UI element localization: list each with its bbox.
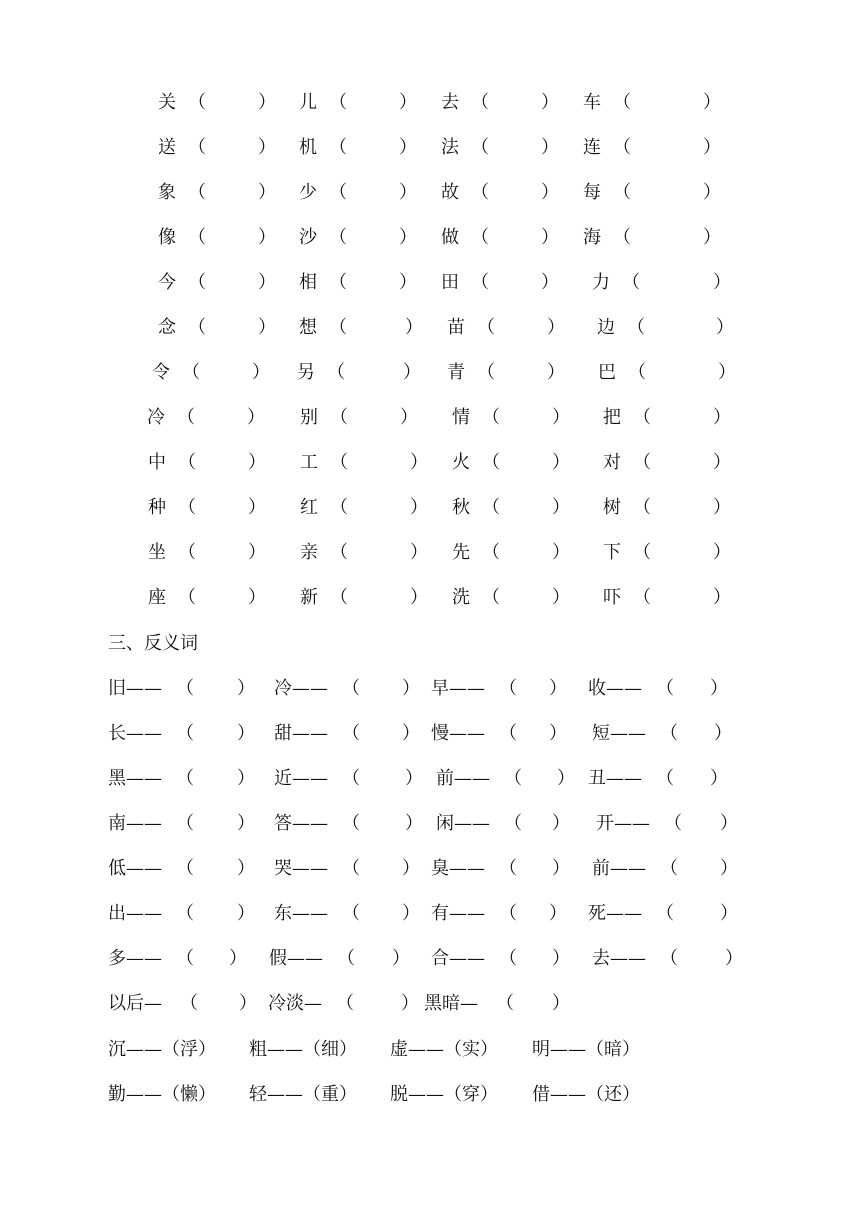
answer-blank-close[interactable]: ） (552, 813, 570, 834)
answer-blank-open[interactable]: （ (471, 137, 489, 158)
word-char: 火 (452, 452, 470, 473)
antonym-pair: 粗——（细） (249, 1039, 357, 1060)
answer-blank-open[interactable]: （ (477, 362, 495, 383)
answer-blank-close[interactable]: ） (403, 362, 421, 383)
word-char: 另 (297, 362, 315, 383)
answer-blank-open[interactable]: （ (656, 678, 674, 699)
answer-blank-close[interactable]: ） (541, 182, 559, 203)
answer-blank-close[interactable]: ） (703, 137, 721, 158)
word-char: 工 (300, 452, 318, 473)
answer-blank-close[interactable]: ） (248, 587, 266, 608)
answer-blank-open[interactable]: （ (471, 272, 489, 293)
antonym-word: 答—— (274, 813, 328, 834)
answer-blank-close[interactable]: ） (258, 317, 276, 338)
answer-blank-close[interactable]: ） (229, 948, 247, 969)
answer-blank-close[interactable]: ） (552, 858, 570, 879)
antonym-word: 甜—— (274, 723, 328, 744)
answer-blank-open[interactable]: （ (330, 542, 348, 563)
answer-blank-close[interactable]: ） (399, 182, 417, 203)
answer-blank-close[interactable]: ） (713, 452, 731, 473)
answer-blank-open[interactable]: （ (504, 813, 522, 834)
answer-blank-close[interactable]: ） (237, 903, 255, 924)
answer-blank-open[interactable]: （ (628, 362, 646, 383)
answer-blank-open[interactable]: （ (188, 182, 206, 203)
antonym-word: 早—— (431, 678, 485, 699)
answer-blank-open[interactable]: （ (176, 768, 194, 789)
answer-blank-open[interactable]: （ (330, 587, 348, 608)
answer-blank-close[interactable]: ） (258, 137, 276, 158)
answer-blank-close[interactable]: ） (541, 227, 559, 248)
word-char: 连 (583, 137, 601, 158)
answer-blank-open[interactable]: （ (633, 542, 651, 563)
answer-blank-close[interactable]: ） (237, 678, 255, 699)
word-char: 把 (603, 407, 621, 428)
answer-blank-open[interactable]: （ (330, 452, 348, 473)
antonym-word: 丑—— (588, 768, 642, 789)
answer-blank-close[interactable]: ） (399, 92, 417, 113)
word-char: 去 (441, 92, 459, 113)
answer-blank-close[interactable]: ） (258, 92, 276, 113)
answer-blank-open[interactable]: （ (477, 317, 495, 338)
antonym-word: 旧—— (108, 678, 162, 699)
answer-blank-open[interactable]: （ (178, 497, 196, 518)
answer-blank-open[interactable]: （ (633, 587, 651, 608)
answer-blank-open[interactable]: （ (342, 678, 360, 699)
answer-blank-close[interactable]: ） (402, 858, 420, 879)
antonym-word: 东—— (274, 903, 328, 924)
answer-blank-open[interactable]: （ (176, 813, 194, 834)
word-char: 红 (300, 497, 318, 518)
answer-blank-close[interactable]: ） (552, 993, 570, 1014)
answer-blank-close[interactable]: ） (410, 542, 428, 563)
answer-blank-open[interactable]: （ (188, 272, 206, 293)
answer-blank-close[interactable]: ） (399, 227, 417, 248)
antonym-word: 多—— (108, 948, 162, 969)
answer-blank-open[interactable]: （ (482, 407, 500, 428)
antonym-pair: 借——（还） (532, 1084, 640, 1105)
answer-blank-close[interactable]: ） (402, 903, 420, 924)
answer-blank-open[interactable]: （ (176, 723, 194, 744)
word-char: 巴 (598, 362, 616, 383)
answer-blank-open[interactable]: （ (660, 723, 678, 744)
answer-blank-open[interactable]: （ (188, 137, 206, 158)
word-char: 海 (583, 227, 601, 248)
word-char: 下 (603, 542, 621, 563)
answer-blank-close[interactable]: ） (410, 587, 428, 608)
word-char: 树 (603, 497, 621, 518)
antonym-word: 出—— (108, 903, 162, 924)
answer-blank-close[interactable]: ） (410, 452, 428, 473)
antonym-pair: 脱——（穿） (390, 1084, 498, 1105)
antonym-word: 前—— (592, 858, 646, 879)
antonym-word: 低—— (108, 858, 162, 879)
answer-blank-close[interactable]: ） (703, 92, 721, 113)
antonym-word: 死—— (588, 903, 642, 924)
answer-blank-close[interactable]: ） (248, 542, 266, 563)
word-char: 今 (158, 272, 176, 293)
answer-blank-close[interactable]: ） (713, 272, 731, 293)
antonym-word: 黑—— (108, 768, 162, 789)
answer-blank-open[interactable]: （ (337, 948, 355, 969)
answer-blank-open[interactable]: （ (499, 858, 517, 879)
word-char: 法 (441, 137, 459, 158)
answer-blank-open[interactable]: （ (180, 993, 198, 1014)
answer-blank-open[interactable]: （ (329, 272, 347, 293)
answer-blank-close[interactable]: ） (405, 813, 423, 834)
answer-blank-open[interactable]: （ (342, 903, 360, 924)
answer-blank-open[interactable]: （ (342, 813, 360, 834)
answer-blank-open[interactable]: （ (327, 362, 345, 383)
answer-blank-open[interactable]: （ (471, 92, 489, 113)
answer-blank-open[interactable]: （ (188, 92, 206, 113)
word-char: 别 (300, 407, 318, 428)
word-char: 令 (152, 362, 170, 383)
answer-blank-close[interactable]: ） (392, 948, 410, 969)
answer-blank-close[interactable]: ） (247, 407, 265, 428)
answer-blank-open[interactable]: （ (664, 813, 682, 834)
answer-blank-open[interactable]: （ (656, 768, 674, 789)
word-char: 青 (447, 362, 465, 383)
word-char: 车 (583, 92, 601, 113)
answer-blank-close[interactable]: ） (399, 272, 417, 293)
answer-blank-close[interactable]: ） (557, 768, 575, 789)
antonym-pair: 虚——（实） (390, 1039, 498, 1060)
answer-blank-open[interactable]: （ (499, 723, 517, 744)
antonym-word: 以后— (108, 993, 162, 1014)
antonym-word: 哭—— (274, 858, 328, 879)
word-char: 新 (300, 587, 318, 608)
answer-blank-close[interactable]: ） (258, 227, 276, 248)
answer-blank-open[interactable]: （ (471, 182, 489, 203)
word-char: 像 (158, 227, 176, 248)
answer-blank-open[interactable]: （ (656, 903, 674, 924)
answer-blank-close[interactable]: ） (716, 317, 734, 338)
antonym-pair: 勤——（懒） (108, 1084, 216, 1105)
antonym-word: 合—— (431, 948, 485, 969)
antonym-word: 冷—— (274, 678, 328, 699)
answer-blank-open[interactable]: （ (176, 903, 194, 924)
answer-blank-open[interactable]: （ (499, 948, 517, 969)
answer-blank-close[interactable]: ） (402, 678, 420, 699)
answer-blank-open[interactable]: （ (330, 407, 348, 428)
answer-blank-open[interactable]: （ (633, 407, 651, 428)
antonym-word: 去—— (592, 948, 646, 969)
answer-blank-close[interactable]: ） (552, 587, 570, 608)
word-char: 儿 (299, 92, 317, 113)
answer-blank-close[interactable]: ） (258, 272, 276, 293)
answer-blank-open[interactable]: （ (633, 497, 651, 518)
answer-blank-close[interactable]: ） (703, 227, 721, 248)
answer-blank-open[interactable]: （ (336, 993, 354, 1014)
answer-blank-close[interactable]: ） (725, 948, 743, 969)
word-char: 座 (148, 587, 166, 608)
word-char: 少 (299, 182, 317, 203)
answer-blank-close[interactable]: ） (549, 903, 567, 924)
antonym-word: 开—— (596, 813, 650, 834)
answer-blank-close[interactable]: ） (547, 317, 565, 338)
answer-blank-close[interactable]: ） (713, 542, 731, 563)
answer-blank-open[interactable]: （ (499, 903, 517, 924)
answer-blank-open[interactable]: （ (496, 993, 514, 1014)
answer-blank-open[interactable]: （ (471, 227, 489, 248)
answer-blank-open[interactable]: （ (182, 362, 200, 383)
antonym-word: 慢—— (431, 723, 485, 744)
answer-blank-close[interactable]: ） (399, 137, 417, 158)
word-char: 边 (597, 317, 615, 338)
answer-blank-close[interactable]: ） (237, 813, 255, 834)
answer-blank-close[interactable]: ） (552, 542, 570, 563)
word-char: 中 (148, 452, 166, 473)
answer-blank-open[interactable]: （ (482, 587, 500, 608)
answer-blank-close[interactable]: ） (401, 993, 419, 1014)
answer-blank-close[interactable]: ） (552, 452, 570, 473)
antonym-word: 前—— (436, 768, 490, 789)
answer-blank-open[interactable]: （ (329, 92, 347, 113)
answer-blank-open[interactable]: （ (613, 182, 631, 203)
answer-blank-open[interactable]: （ (178, 452, 196, 473)
answer-blank-close[interactable]: ） (720, 858, 738, 879)
answer-blank-open[interactable]: （ (482, 497, 500, 518)
answer-blank-close[interactable]: ） (552, 948, 570, 969)
word-char: 洗 (452, 587, 470, 608)
antonym-word: 臭—— (431, 858, 485, 879)
section-title: 三、反义词 (108, 633, 198, 654)
answer-blank-open[interactable]: （ (499, 678, 517, 699)
antonym-pair: 沉——（浮） (108, 1039, 216, 1060)
answer-blank-open[interactable]: （ (176, 858, 194, 879)
answer-blank-close[interactable]: ） (402, 723, 420, 744)
answer-blank-close[interactable]: ） (252, 362, 270, 383)
antonym-pair: 明——（暗） (532, 1039, 640, 1060)
answer-blank-close[interactable]: ） (703, 182, 721, 203)
answer-blank-open[interactable]: （ (482, 542, 500, 563)
answer-blank-close[interactable]: ） (718, 362, 736, 383)
answer-blank-close[interactable]: ） (552, 407, 570, 428)
word-char: 机 (299, 137, 317, 158)
answer-blank-close[interactable]: ） (549, 678, 567, 699)
antonym-word: 假—— (269, 948, 323, 969)
answer-blank-open[interactable]: （ (342, 768, 360, 789)
antonym-word: 收—— (588, 678, 642, 699)
antonym-word: 近—— (274, 768, 328, 789)
answer-blank-close[interactable]: ） (713, 497, 731, 518)
word-char: 做 (441, 227, 459, 248)
word-char: 秋 (452, 497, 470, 518)
answer-blank-close[interactable]: ） (405, 768, 423, 789)
answer-blank-open[interactable]: （ (613, 137, 631, 158)
answer-blank-close[interactable]: ） (258, 182, 276, 203)
answer-blank-close[interactable]: ） (710, 768, 728, 789)
answer-blank-close[interactable]: ） (237, 768, 255, 789)
answer-blank-close[interactable]: ） (405, 317, 423, 338)
answer-blank-open[interactable]: （ (482, 452, 500, 473)
word-char: 沙 (299, 227, 317, 248)
answer-blank-open[interactable]: （ (176, 678, 194, 699)
word-char: 田 (441, 272, 459, 293)
answer-blank-close[interactable]: ） (720, 813, 738, 834)
word-char: 先 (452, 542, 470, 563)
answer-blank-open[interactable]: （ (660, 858, 678, 879)
word-char: 坐 (148, 542, 166, 563)
antonym-word: 长—— (108, 723, 162, 744)
answer-blank-open[interactable]: （ (342, 858, 360, 879)
answer-blank-close[interactable]: ） (720, 903, 738, 924)
antonym-word: 有—— (431, 903, 485, 924)
answer-blank-close[interactable]: ） (248, 452, 266, 473)
answer-blank-open[interactable]: （ (178, 587, 196, 608)
word-char: 关 (158, 92, 176, 113)
answer-blank-open[interactable]: （ (504, 768, 522, 789)
answer-blank-open[interactable]: （ (329, 227, 347, 248)
word-char: 想 (299, 317, 317, 338)
answer-blank-open[interactable]: （ (613, 92, 631, 113)
word-char: 象 (158, 182, 176, 203)
answer-blank-close[interactable]: ） (239, 993, 257, 1014)
answer-blank-open[interactable]: （ (613, 227, 631, 248)
answer-blank-open[interactable]: （ (178, 542, 196, 563)
answer-blank-open[interactable]: （ (342, 723, 360, 744)
answer-blank-open[interactable]: （ (633, 452, 651, 473)
answer-blank-open[interactable]: （ (188, 317, 206, 338)
word-char: 情 (452, 407, 470, 428)
answer-blank-close[interactable]: ） (714, 723, 732, 744)
answer-blank-close[interactable]: ） (710, 678, 728, 699)
answer-blank-open[interactable]: （ (329, 317, 347, 338)
answer-blank-close[interactable]: ） (541, 137, 559, 158)
answer-blank-close[interactable]: ） (248, 497, 266, 518)
antonym-word: 短—— (592, 723, 646, 744)
antonym-word: 南—— (108, 813, 162, 834)
answer-blank-close[interactable]: ） (713, 407, 731, 428)
word-char: 相 (299, 272, 317, 293)
answer-blank-close[interactable]: ） (400, 407, 418, 428)
answer-blank-close[interactable]: ） (713, 587, 731, 608)
answer-blank-close[interactable]: ） (547, 362, 565, 383)
word-char: 每 (583, 182, 601, 203)
word-char: 亲 (300, 542, 318, 563)
answer-blank-close[interactable]: ） (552, 497, 570, 518)
word-char: 吓 (603, 587, 621, 608)
answer-blank-open[interactable]: （ (188, 227, 206, 248)
answer-blank-open[interactable]: （ (177, 407, 195, 428)
antonym-word: 闲—— (436, 813, 490, 834)
answer-blank-open[interactable]: （ (329, 137, 347, 158)
answer-blank-open[interactable]: （ (329, 182, 347, 203)
answer-blank-open[interactable]: （ (622, 272, 640, 293)
answer-blank-open[interactable]: （ (660, 948, 678, 969)
antonym-word: 冷淡— (268, 993, 322, 1014)
answer-blank-open[interactable]: （ (176, 948, 194, 969)
answer-blank-close[interactable]: ） (549, 723, 567, 744)
word-char: 冷 (147, 407, 165, 428)
word-char: 对 (603, 452, 621, 473)
answer-blank-close[interactable]: ） (237, 858, 255, 879)
word-char: 苗 (447, 317, 465, 338)
word-char: 故 (441, 182, 459, 203)
answer-blank-close[interactable]: ） (541, 272, 559, 293)
word-char: 种 (148, 497, 166, 518)
answer-blank-close[interactable]: ） (410, 497, 428, 518)
word-char: 力 (592, 272, 610, 293)
answer-blank-close[interactable]: ） (237, 723, 255, 744)
word-char: 念 (158, 317, 176, 338)
antonym-pair: 轻——（重） (249, 1084, 357, 1105)
answer-blank-open[interactable]: （ (330, 497, 348, 518)
antonym-word: 黑暗— (424, 993, 478, 1014)
word-char: 送 (158, 137, 176, 158)
answer-blank-close[interactable]: ） (541, 92, 559, 113)
answer-blank-open[interactable]: （ (627, 317, 645, 338)
